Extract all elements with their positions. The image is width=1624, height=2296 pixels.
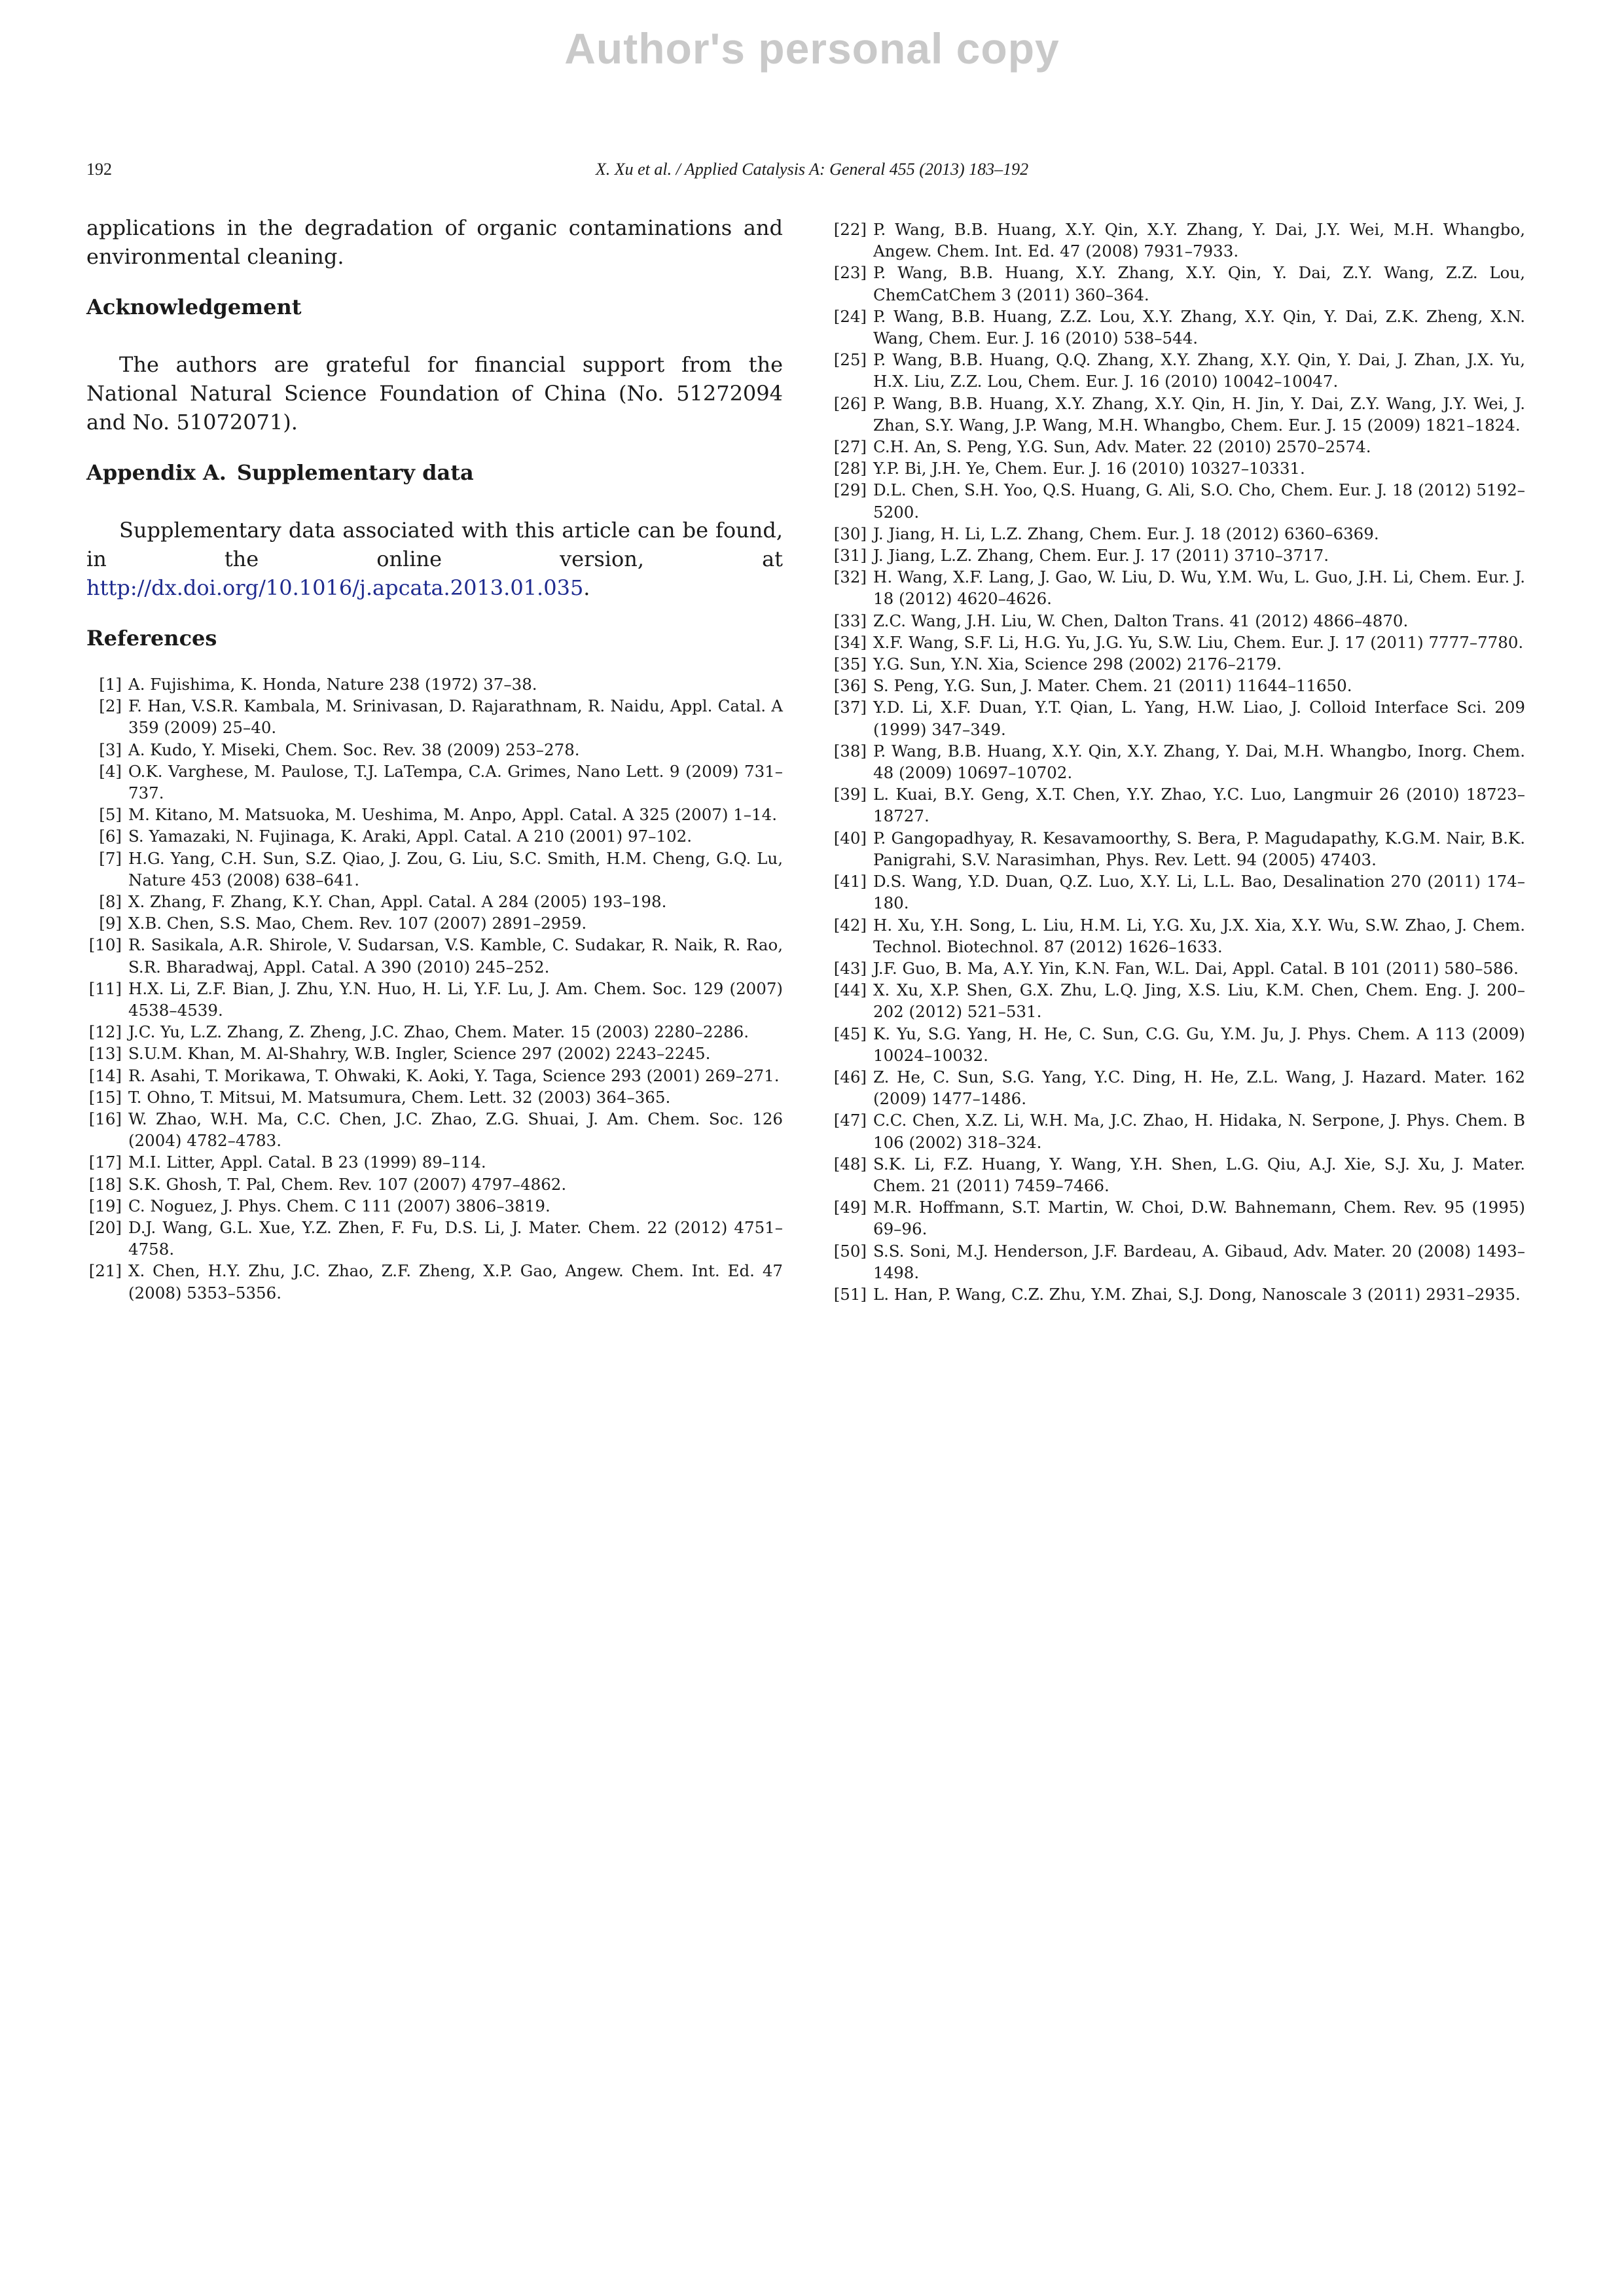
reference-item <box>86 912 783 934</box>
reference-number: [24] <box>833 306 867 326</box>
reference-text: A. Fujishima, K. Honda, Nature 238 (1972) 37–38. <box>128 675 537 694</box>
reference-number: [48] <box>833 1154 867 1174</box>
reference-number: [5] <box>99 805 122 825</box>
reference-item <box>829 1153 1525 1196</box>
reference-text: Y.D. Li, X.F. Duan, Y.T. Qian, L. Yang, H.W. Liao, J. Colloid Interface Sci. 209 (1999) 347–349. <box>873 698 1525 739</box>
acknowledgement-heading: Acknowledgement <box>86 295 302 319</box>
reference-text: D.L. Chen, S.H. Yoo, Q.S. Huang, G. Ali, S.O. Cho, Chem. Eur. J. 18 (2012) 5192–5200. <box>873 480 1525 522</box>
reference-number: [50] <box>833 1241 867 1261</box>
reference-number: [51] <box>833 1284 867 1304</box>
left-column <box>86 213 783 1304</box>
reference-number: [21] <box>88 1261 122 1281</box>
reference-item <box>829 914 1525 958</box>
reference-text: R. Asahi, T. Morikawa, T. Ohwaki, K. Aoki, Y. Taga, Science 293 (2001) 269–271. <box>128 1066 780 1085</box>
reference-text: T. Ohno, T. Mitsui, M. Matsumura, Chem. Lett. 32 (2003) 364–365. <box>128 1087 671 1107</box>
reference-item <box>829 979 1525 1022</box>
reference-number: [41] <box>833 872 867 891</box>
reference-number: [9] <box>99 914 122 933</box>
reference-number: [34] <box>833 632 867 652</box>
reference-text: J.C. Yu, L.Z. Zhang, Z. Zheng, J.C. Zhao, Chem. Mater. 15 (2003) 2280–2286. <box>128 1022 749 1042</box>
reference-number: [35] <box>833 655 867 674</box>
acknowledgement-paragraph: The authors are grateful for financial support from the National Natural Science Foundation of China (No. 51272094 and No. 51072071). <box>86 352 783 435</box>
reference-item <box>829 1283 1525 1305</box>
reference-number: [3] <box>99 740 122 759</box>
appendix-heading: Appendix A. Supplementary data <box>86 460 474 485</box>
reference-text: X. Xu, X.P. Shen, G.X. Zhu, L.Q. Jing, X.S. Liu, K.M. Chen, Chem. Eng. J. 200–202 (2012) 521–531. <box>873 980 1525 1022</box>
reference-number: [26] <box>833 393 867 413</box>
reference-item <box>829 436 1525 457</box>
reference-text: K. Yu, S.G. Yang, H. He, C. Sun, C.G. Gu, Y.M. Ju, J. Phys. Chem. A 113 (2009) 10024–10032. <box>873 1024 1525 1065</box>
reference-item <box>829 457 1525 479</box>
reference-item <box>86 1174 783 1195</box>
reference-number: [15] <box>88 1087 122 1107</box>
reference-number: [36] <box>833 676 867 696</box>
reference-number: [43] <box>833 958 867 978</box>
reference-item <box>829 1240 1525 1283</box>
reference-item <box>829 1023 1525 1066</box>
reference-text: S. Peng, Y.G. Sun, J. Mater. Chem. 21 (2011) 11644–11650. <box>873 676 1352 696</box>
page-number: 192 <box>86 160 112 179</box>
reference-text: A. Kudo, Y. Miseki, Chem. Soc. Rev. 38 (2009) 253–278. <box>128 740 580 759</box>
reference-text: X. Chen, H.Y. Zhu, J.C. Zhao, Z.F. Zheng, X.P. Gao, Angew. Chem. Int. Ed. 47 (2008) 5353–5356. <box>128 1261 783 1302</box>
reference-item <box>86 1086 783 1108</box>
reference-item <box>829 632 1525 653</box>
reference-item <box>86 1065 783 1086</box>
reference-item <box>829 610 1525 632</box>
reference-text: H.X. Li, Z.F. Bian, J. Zhu, Y.N. Huo, H. Li, Y.F. Lu, J. Am. Chem. Soc. 129 (2007) 4538–4539. <box>128 978 783 1020</box>
reference-item <box>86 1021 783 1043</box>
reference-text: H. Xu, Y.H. Song, L. Liu, H.M. Li, Y.G. Xu, J.X. Xia, X.Y. Wu, S.W. Zhao, J. Chem. Technol. Biotechnol. 87 (2012) 1626–1633. <box>873 915 1525 956</box>
reference-item <box>86 891 783 912</box>
reference-item <box>829 653 1525 675</box>
doi-link[interactable]: http://dx.doi.org/10.1016/j.apcata.2013.01.035 <box>86 575 584 600</box>
reference-number: [42] <box>833 915 867 935</box>
reference-number: [44] <box>833 980 867 1000</box>
reference-item <box>86 739 783 761</box>
reference-number: [11] <box>88 978 122 998</box>
reference-number: [7] <box>99 848 122 868</box>
reference-number: [40] <box>833 828 867 848</box>
reference-number: [30] <box>833 524 867 543</box>
reference-text: M. Kitano, M. Matsuoka, M. Ueshima, M. Anpo, Appl. Catal. A 325 (2007) 1–14. <box>128 805 778 825</box>
reference-text: X. Zhang, F. Zhang, K.Y. Chan, Appl. Catal. A 284 (2005) 193–198. <box>128 892 667 912</box>
reference-text: S.S. Soni, M.J. Henderson, J.F. Bardeau, A. Gibaud, Adv. Mater. 20 (2008) 1493–1498. <box>873 1241 1525 1282</box>
reference-number: [32] <box>833 567 867 587</box>
references-heading: References <box>86 626 217 651</box>
references-list-right <box>829 219 1525 1305</box>
reference-item <box>829 675 1525 696</box>
reference-text: D.S. Wang, Y.D. Duan, Q.Z. Luo, X.Y. Li, L.L. Bao, Desalination 270 (2011) 174–180. <box>873 872 1525 913</box>
reference-number: [27] <box>833 437 867 457</box>
reference-text: P. Wang, B.B. Huang, X.Y. Qin, X.Y. Zhang, Y. Dai, J.Y. Wei, M.H. Whangbo, Angew. Chem. Int. Ed. 47 (2008) 7931–7933. <box>873 220 1525 261</box>
reference-text: Z. He, C. Sun, S.G. Yang, Y.C. Ding, H. He, Z.L. Wang, J. Hazard. Mater. 162 (2009) 1477–1486. <box>873 1067 1525 1109</box>
reference-number: [39] <box>833 785 867 804</box>
reference-number: [20] <box>88 1218 122 1238</box>
reference-item <box>829 545 1525 566</box>
reference-text: P. Wang, B.B. Huang, X.Y. Zhang, X.Y. Qin, H. Jin, Y. Dai, Z.Y. Wang, J.Y. Wei, J. Zhan, S.Y. Wang, J.P. Wang, M.H. Whangbo, Chem. Eur. J. 15 (2009) 1821–1824. <box>873 393 1525 435</box>
reference-item <box>829 827 1525 870</box>
reference-item <box>86 673 783 695</box>
reference-item <box>86 848 783 891</box>
reference-number: [10] <box>88 935 122 955</box>
reference-text: O.K. Varghese, M. Paulose, T.J. LaTempa, C.A. Grimes, Nano Lett. 9 (2009) 731–737. <box>128 761 783 803</box>
reference-number: [33] <box>833 611 867 630</box>
reference-text: D.J. Wang, G.L. Xue, Y.Z. Zhen, F. Fu, D.S. Li, J. Mater. Chem. 22 (2012) 4751–4758. <box>128 1218 783 1259</box>
reference-item <box>829 696 1525 740</box>
reference-text: C. Noguez, J. Phys. Chem. C 111 (2007) 3806–3819. <box>128 1196 550 1215</box>
reference-number: [18] <box>88 1174 122 1194</box>
reference-number: [47] <box>833 1111 867 1130</box>
reference-item <box>86 934 783 977</box>
reference-number: [37] <box>833 698 867 717</box>
intro-paragraph: applications in the degradation of organic contaminations and environmental cleaning. <box>86 215 783 269</box>
reference-item <box>829 958 1525 979</box>
reference-item <box>829 783 1525 827</box>
reference-number: [38] <box>833 741 867 761</box>
appendix-text-end: . <box>583 575 590 600</box>
reference-text: J.F. Guo, B. Ma, A.Y. Yin, K.N. Fan, W.L. Dai, Appl. Catal. B 101 (2011) 580–586. <box>873 958 1519 978</box>
reference-text: P. Gangopadhyay, R. Kesavamoorthy, S. Bera, P. Magudapathy, K.G.M. Nair, B.K. Panigrahi, S.V. Narasimhan, Phys. Rev. Lett. 94 (2005) 47403. <box>873 828 1525 869</box>
reference-text: L. Han, P. Wang, C.Z. Zhu, Y.M. Zhai, S.J. Dong, Nanoscale 3 (2011) 2931–2935. <box>873 1284 1521 1304</box>
reference-text: L. Kuai, B.Y. Geng, X.T. Chen, Y.Y. Zhao, Y.C. Luo, Langmuir 26 (2010) 18723–18727. <box>873 785 1525 826</box>
reference-number: [16] <box>88 1109 122 1129</box>
appendix-text: Supplementary data associated with this article can be found, in the online version, at <box>86 518 783 571</box>
reference-number: [12] <box>88 1022 122 1042</box>
reference-number: [46] <box>833 1067 867 1086</box>
right-column <box>829 219 1525 1305</box>
reference-item <box>829 306 1525 349</box>
reference-number: [31] <box>833 546 867 565</box>
reference-text: Z.C. Wang, J.H. Liu, W. Chen, Dalton Trans. 41 (2012) 4866–4870. <box>873 611 1409 630</box>
reference-number: [19] <box>88 1196 122 1215</box>
reference-text: R. Sasikala, A.R. Shirole, V. Sudarsan, V.S. Kamble, C. Sudakar, R. Naik, R. Rao, S.R. Bharadwaj, Appl. Catal. A 390 (2010) 245–252. <box>128 935 783 977</box>
reference-text: X.B. Chen, S.S. Mao, Chem. Rev. 107 (2007) 2891–2959. <box>128 914 587 933</box>
reference-item <box>829 393 1525 436</box>
reference-item <box>829 740 1525 783</box>
reference-text: J. Jiang, L.Z. Zhang, Chem. Eur. J. 17 (2011) 3710–3717. <box>873 546 1329 565</box>
reference-item <box>829 566 1525 609</box>
reference-item <box>86 804 783 825</box>
reference-number: [28] <box>833 459 867 478</box>
reference-text: X.F. Wang, S.F. Li, H.G. Yu, J.G. Yu, S.W. Liu, Chem. Eur. J. 17 (2011) 7777–7780. <box>873 632 1524 652</box>
reference-text: M.R. Hoffmann, S.T. Martin, W. Choi, D.W. Bahnemann, Chem. Rev. 95 (1995) 69–96. <box>873 1198 1525 1239</box>
reference-text: C.H. An, S. Peng, Y.G. Sun, Adv. Mater. 22 (2010) 2570–2574. <box>873 437 1371 457</box>
reference-text: S.U.M. Khan, M. Al-Shahry, W.B. Ingler, Science 297 (2002) 2243–2245. <box>128 1044 711 1064</box>
reference-text: W. Zhao, W.H. Ma, C.C. Chen, J.C. Zhao, Z.G. Shuai, J. Am. Chem. Soc. 126 (2004) 4782–4783. <box>128 1109 783 1151</box>
reference-text: S. Yamazaki, N. Fujinaga, K. Araki, Appl. Catal. A 210 (2001) 97–102. <box>128 827 692 846</box>
reference-number: [2] <box>99 696 122 716</box>
reference-item <box>829 219 1525 262</box>
reference-item <box>86 1151 783 1173</box>
reference-item <box>86 1217 783 1260</box>
reference-item <box>86 761 783 804</box>
appendix-paragraph <box>86 516 783 602</box>
references-list-left <box>86 673 783 1304</box>
reference-item <box>829 870 1525 914</box>
reference-number: [22] <box>833 220 867 239</box>
reference-number: [17] <box>88 1153 122 1172</box>
reference-text: P. Wang, B.B. Huang, X.Y. Zhang, X.Y. Qin, Y. Dai, Z.Y. Wang, Z.Z. Lou, ChemCatChem 3 (2011) 360–364. <box>873 263 1525 304</box>
reference-item <box>829 479 1525 522</box>
reference-text: M.I. Litter, Appl. Catal. B 23 (1999) 89–114. <box>128 1153 486 1172</box>
reference-number: [49] <box>833 1198 867 1217</box>
reference-text: H. Wang, X.F. Lang, J. Gao, W. Liu, D. Wu, Y.M. Wu, L. Guo, J.H. Li, Chem. Eur. J. 18 (2012) 4620–4626. <box>873 567 1525 609</box>
reference-item <box>829 349 1525 392</box>
reference-number: [6] <box>99 827 122 846</box>
reference-item <box>86 1043 783 1064</box>
reference-item <box>86 825 783 847</box>
reference-item <box>829 1109 1525 1153</box>
reference-text: P. Wang, B.B. Huang, X.Y. Qin, X.Y. Zhang, Y. Dai, M.H. Whangbo, Inorg. Chem. 48 (2009) 10697–10702. <box>873 741 1525 783</box>
reference-text: Y.G. Sun, Y.N. Xia, Science 298 (2002) 2176–2179. <box>873 655 1282 674</box>
reference-item <box>86 695 783 738</box>
reference-number: [23] <box>833 263 867 283</box>
reference-item <box>86 1108 783 1151</box>
reference-number: [14] <box>88 1066 122 1085</box>
reference-text: C.C. Chen, X.Z. Li, W.H. Ma, J.C. Zhao, H. Hidaka, N. Serpone, J. Phys. Chem. B 106 (2002) 318–324. <box>873 1111 1525 1152</box>
reference-text: P. Wang, B.B. Huang, Q.Q. Zhang, X.Y. Zhang, X.Y. Qin, Y. Dai, J. Zhan, J.X. Yu, H.X. Liu, Z.Z. Lou, Chem. Eur. J. 16 (2010) 10042–10047. <box>873 350 1525 391</box>
reference-item <box>829 262 1525 305</box>
reference-number: [13] <box>88 1044 122 1064</box>
reference-text: S.K. Li, F.Z. Huang, Y. Wang, Y.H. Shen, L.G. Qiu, A.J. Xie, S.J. Xu, J. Mater. Chem. 21 (2011) 7459–7466. <box>873 1154 1525 1195</box>
reference-number: [25] <box>833 350 867 370</box>
reference-number: [8] <box>99 892 122 912</box>
reference-item <box>86 978 783 1021</box>
reference-item <box>829 523 1525 545</box>
reference-text: F. Han, V.S.R. Kambala, M. Srinivasan, D. Rajarathnam, R. Naidu, Appl. Catal. A 359 (2009) 25–40. <box>128 696 783 738</box>
reference-text: J. Jiang, H. Li, L.Z. Zhang, Chem. Eur. J. 18 (2012) 6360–6369. <box>873 524 1379 543</box>
reference-number: [29] <box>833 480 867 500</box>
reference-text: Y.P. Bi, J.H. Ye, Chem. Eur. J. 16 (2010) 10327–10331. <box>873 459 1305 478</box>
reference-number: [4] <box>99 761 122 781</box>
running-head: X. Xu et al. / Applied Catalysis A: General 455 (2013) 183–192 <box>595 160 1029 179</box>
reference-text: H.G. Yang, C.H. Sun, S.Z. Qiao, J. Zou, G. Liu, S.C. Smith, H.M. Cheng, G.Q. Lu, Nature 453 (2008) 638–641. <box>128 848 783 889</box>
reference-item <box>829 1066 1525 1109</box>
watermark: Author's personal copy <box>564 24 1060 73</box>
reference-number: [1] <box>99 675 122 694</box>
reference-text: S.K. Ghosh, T. Pal, Chem. Rev. 107 (2007) 4797–4862. <box>128 1174 567 1194</box>
reference-item <box>86 1260 783 1303</box>
reference-item <box>829 1196 1525 1240</box>
reference-number: [45] <box>833 1024 867 1043</box>
reference-item <box>86 1195 783 1217</box>
reference-text: P. Wang, B.B. Huang, Z.Z. Lou, X.Y. Zhang, X.Y. Qin, Y. Dai, Z.K. Zheng, X.N. Wang, Chem. Eur. J. 16 (2010) 538–544. <box>873 306 1525 348</box>
